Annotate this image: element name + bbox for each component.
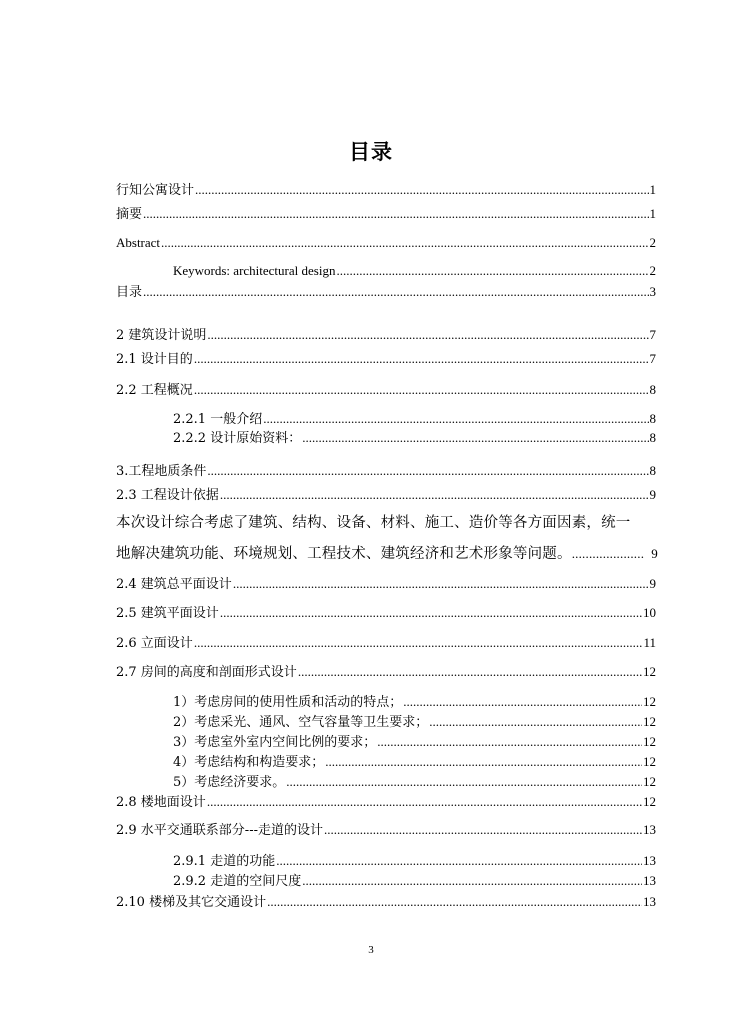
toc-leader-dots [220, 604, 642, 622]
toc-entry-title: 3.工程地质条件 [116, 464, 207, 479]
toc-leader-dots [233, 575, 649, 593]
toc-leader-dots: ..................... [571, 546, 645, 561]
toc-leader-dots [161, 234, 648, 252]
toc-entry-title: 2.1 设计目的 [116, 352, 193, 367]
toc-leader-dots [403, 693, 642, 711]
toc-paragraph-line: 本次设计综合考虑了建筑、结构、设备、材料、施工、造价等各方面因素，统一 [116, 515, 631, 531]
toc-paragraph-entry[interactable] [116, 545, 658, 563]
toc-entry-title: 2.6 立面设计 [116, 636, 193, 651]
toc-entry[interactable] [116, 350, 656, 369]
toc-entry[interactable] [173, 773, 656, 792]
toc-entry-page: 10 [643, 605, 656, 620]
toc-entry-title: 2.5 建筑平面设计 [116, 606, 219, 621]
toc-entry-page: 9 [649, 576, 656, 591]
toc-leader-dots [143, 205, 648, 223]
toc-leader-dots [325, 753, 642, 771]
toc-entry-page: 12 [643, 754, 656, 769]
toc-entry-page: 1 [649, 182, 656, 197]
toc-entry-title: 2.3 工程设计依据 [116, 488, 219, 503]
toc-entry[interactable] [173, 733, 656, 752]
toc-leader-dots [302, 429, 648, 447]
toc-entry-page: 12 [643, 664, 656, 679]
toc-entry-title: 2.4 建筑总平面设计 [116, 577, 232, 592]
toc-entry[interactable] [116, 283, 656, 302]
toc-leader-dots [194, 634, 643, 652]
toc-entry-title: 行知公寓设计 [116, 183, 195, 198]
toc-entry-page: 8 [649, 430, 656, 445]
toc-entry-page: 12 [643, 694, 656, 709]
toc-entry-title: 2.9 水平交通联系部分---走道的设计 [116, 823, 323, 838]
toc-entry-page: 12 [643, 734, 656, 749]
toc-entry[interactable] [116, 604, 656, 623]
toc-entry[interactable] [116, 821, 656, 840]
toc-entry-page: 13 [643, 822, 656, 837]
toc-entry[interactable] [173, 693, 656, 712]
toc-entry-title: 3）考虑室外室内空间比例的要求； [173, 735, 377, 750]
toc-entry[interactable] [116, 326, 656, 345]
toc-entry-page: 2 [649, 263, 656, 278]
toc-leader-dots [429, 713, 642, 731]
toc-entry[interactable] [173, 753, 656, 772]
toc-entry-page: 9 [649, 487, 656, 502]
toc-leader-dots [207, 326, 648, 344]
toc-entry-page: 13 [643, 853, 656, 868]
toc-leader-dots [220, 486, 649, 504]
toc-leader-dots [194, 350, 649, 368]
toc-leader-dots [195, 181, 648, 199]
toc-entry[interactable] [116, 462, 656, 481]
toc-entry-title: 2.8 楼地面设计 [116, 795, 206, 810]
toc-entry-page: 9 [651, 546, 658, 561]
toc-leader-dots [302, 872, 642, 890]
toc-entry[interactable] [173, 410, 656, 429]
toc-entry-title: 2.7 房间的高度和剖面形式设计 [116, 665, 297, 680]
toc-entry-page: 1 [649, 206, 656, 221]
toc-entry-page: 7 [649, 327, 656, 342]
toc-entry[interactable] [116, 634, 656, 653]
toc-entry[interactable] [173, 872, 656, 891]
toc-entry-page: 3 [649, 284, 656, 299]
toc-leader-dots [324, 821, 642, 839]
toc-entry[interactable] [116, 663, 656, 682]
toc-entry-title: 5）考虑经济要求。 [173, 775, 286, 790]
toc-paragraph-line: 地解决建筑功能、环境规划、工程技术、建筑经济和艺术形象等问题。 [116, 546, 572, 562]
toc-entry-title: 2.9.1 走道的功能 [173, 854, 276, 869]
toc-leader-dots [267, 893, 642, 911]
toc-leader-dots [263, 410, 648, 428]
toc-entry-page: 12 [643, 714, 656, 729]
toc-entry[interactable] [116, 793, 656, 812]
toc-entry-title: 2.2 工程概况 [116, 383, 193, 398]
toc-entry-page: 13 [643, 873, 656, 888]
toc-entry[interactable] [173, 262, 656, 280]
toc-leader-dots [194, 381, 649, 399]
toc-entry-title: 2 建筑设计说明 [116, 328, 207, 343]
toc-leader-dots [143, 283, 648, 301]
toc-entry[interactable] [116, 486, 656, 505]
toc-entry[interactable] [116, 181, 656, 200]
toc-entry-title: 目录 [116, 285, 143, 300]
toc-entry-title: 2.2.2 设计原始资料： [173, 431, 302, 446]
toc-leader-dots [276, 852, 642, 870]
toc-entry-page: 13 [643, 894, 656, 909]
toc-entry-title: 1）考虑房间的使用性质和活动的特点； [173, 695, 403, 710]
toc-entry-title: 2.2.1 一般介绍 [173, 412, 263, 427]
toc-entry-title: Keywords: architectural design [173, 263, 336, 278]
toc-entry[interactable] [173, 852, 656, 871]
page-number: 3 [368, 944, 374, 956]
toc-leader-dots [336, 262, 648, 280]
toc-entry[interactable] [116, 381, 656, 400]
toc-entry[interactable] [116, 575, 656, 594]
toc-entry-page: 8 [649, 382, 656, 397]
toc-entry-page: 8 [649, 463, 656, 478]
toc-entry-page: 12 [643, 774, 656, 789]
toc-entry-page: 7 [649, 351, 656, 366]
toc-entry-title: 4）考虑结构和构造要求； [173, 755, 325, 770]
toc-entry-title: 摘要 [116, 207, 143, 222]
toc-entry-page: 8 [649, 411, 656, 426]
toc-leader-dots [207, 793, 642, 811]
toc-leader-dots [286, 773, 642, 791]
page-title: 目录 [349, 140, 393, 164]
toc-entry[interactable] [116, 205, 656, 224]
toc-entry-title: Abstract [116, 235, 161, 250]
toc-entry-title: 2.10 楼梯及其它交通设计 [116, 895, 267, 910]
toc-entry-page: 2 [649, 235, 656, 250]
toc-entry-page: 11 [643, 635, 656, 650]
toc-entry[interactable] [173, 429, 656, 448]
toc-leader-dots [298, 663, 642, 681]
toc-leader-dots [207, 462, 648, 480]
toc-entry[interactable] [173, 713, 656, 732]
toc-entry-page: 12 [643, 794, 656, 809]
toc-leader-dots [377, 733, 642, 751]
toc-entry[interactable] [116, 893, 656, 912]
toc-entry[interactable] [116, 234, 656, 252]
toc-entry-title: 2.9.2 走道的空间尺度 [173, 874, 302, 889]
toc-entry-title: 2）考虑采光、通风、空气容量等卫生要求； [173, 715, 429, 730]
